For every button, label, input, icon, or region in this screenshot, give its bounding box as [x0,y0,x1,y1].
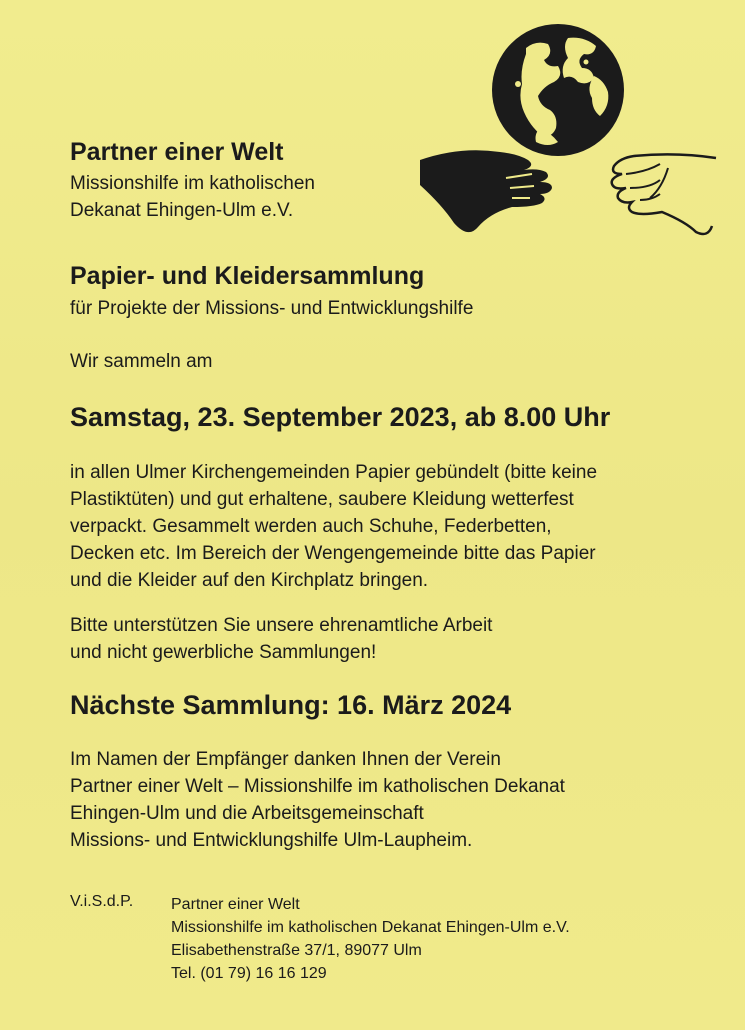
imprint-line: Partner einer Welt [171,896,300,913]
paragraph-line: Missions- und Entwicklungshilfe Ulm-Laupheim. [70,830,473,851]
globe-hands-icon [418,18,718,236]
org-line: Dekanat Ehingen-Ulm e.V. [70,200,294,221]
thanks-paragraph [70,746,710,854]
org-line: Missionshilfe im katholischen [70,173,315,194]
imprint-label: V.i.S.d.P. [70,893,134,910]
paragraph-line: in allen Ulmer Kirchengemeinden Papier gebündelt (bitte keine [70,462,598,483]
paragraph-line: verpackt. Gesammelt werden auch Schuhe, Federbetten, [70,516,552,537]
appeal-paragraph [70,612,710,666]
page-subtitle: für Projekte der Missions- und Entwicklungshilfe [70,298,474,319]
paragraph-line: Plastiktüten) und gut erhaltene, saubere Kleidung wetterfest [70,489,574,510]
details-paragraph [70,459,710,594]
paragraph-line: Bitte unterstützen Sie unsere ehrenamtliche Arbeit [70,615,493,636]
collection-date: Samstag, 23. September 2023, ab 8.00 Uhr [70,402,611,432]
imprint-block [171,893,570,985]
paragraph-line: Ehingen-Ulm und die Arbeitsgemeinschaft [70,803,424,824]
imprint-line: Elisabethenstraße 37/1, 89077 Ulm [171,942,422,959]
org-name: Partner einer Welt [70,138,284,166]
paragraph-line: Decken etc. Im Bereich der Wengengemeinde bitte das Papier [70,543,596,564]
next-collection-heading: Nächste Sammlung: 16. März 2024 [70,690,512,720]
org-subtitle [70,170,315,224]
imprint-line: Missionshilfe im katholischen Dekanat Ehingen-Ulm e.V. [171,919,570,936]
paragraph-line: Partner einer Welt – Missionshilfe im katholischen Dekanat [70,776,565,797]
paragraph-line: und die Kleider auf den Kirchplatz bringen. [70,570,429,591]
paragraph-line: und nicht gewerbliche Sammlungen! [70,642,377,663]
intro-text: Wir sammeln am [70,351,213,372]
imprint-line: Tel. (01 79) 16 16 129 [171,965,327,982]
page-title: Papier- und Kleidersammlung [70,262,425,290]
paragraph-line: Im Namen der Empfänger danken Ihnen der Verein [70,749,501,770]
